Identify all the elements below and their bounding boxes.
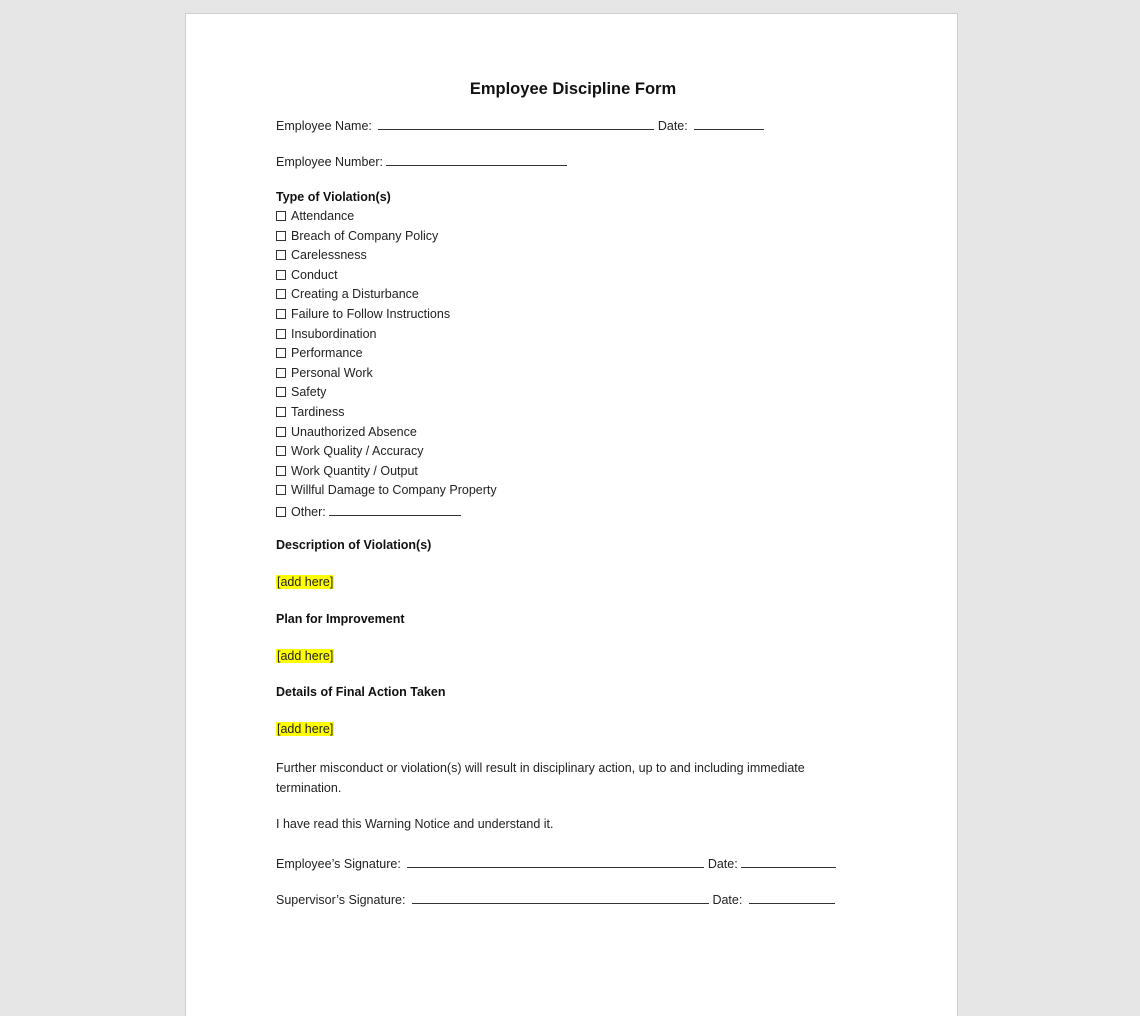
employee-name-label: Employee Name: xyxy=(276,119,372,133)
employee-number-row xyxy=(276,153,567,169)
acknowledgement-paragraph: I have read this Warning Notice and understand it. xyxy=(276,817,554,831)
checkbox[interactable] xyxy=(276,485,286,495)
checkbox[interactable] xyxy=(276,289,286,299)
employee-number-field[interactable] xyxy=(386,153,567,166)
description-placeholder[interactable] xyxy=(276,575,334,589)
violation-option[interactable] xyxy=(276,385,326,400)
plan-placeholder[interactable] xyxy=(276,649,334,663)
supervisor-signature-label: Supervisor’s Signature: xyxy=(276,893,406,907)
checkbox[interactable] xyxy=(276,466,286,476)
violation-option[interactable] xyxy=(276,444,423,459)
employee-name-row xyxy=(276,117,764,133)
violation-option[interactable] xyxy=(276,366,373,381)
violation-option-label: Work Quantity / Output xyxy=(291,463,418,478)
violation-option-label: Conduct xyxy=(291,267,338,282)
employee-signature-label: Employee’s Signature: xyxy=(276,857,401,871)
violation-option-label: Personal Work xyxy=(291,365,373,380)
checkbox[interactable] xyxy=(276,250,286,260)
violation-option-label: Failure to Follow Instructions xyxy=(291,307,451,321)
violation-option[interactable] xyxy=(276,483,497,498)
supervisor-signature-row xyxy=(276,891,835,907)
violation-option-label: Creating a Disturbance xyxy=(291,287,419,302)
violation-option[interactable] xyxy=(276,268,338,283)
violation-option-label: Breach of Company Policy xyxy=(291,228,439,243)
supervisor-signature-field[interactable] xyxy=(412,891,709,904)
violation-option-label: Tardiness xyxy=(291,405,345,419)
violation-option-label: Carelessness xyxy=(291,248,367,263)
checkbox[interactable] xyxy=(276,368,286,378)
document-page xyxy=(185,13,958,1016)
employee-signature-row xyxy=(276,855,836,871)
violation-option[interactable] xyxy=(276,346,363,361)
employee-signature-date-field[interactable] xyxy=(741,855,836,868)
employee-signature-date-label: Date: xyxy=(707,857,738,871)
warning-paragraph: Further misconduct or violation(s) will result in disciplinary action, up to and including immediate termination. xyxy=(276,761,805,795)
violation-option[interactable] xyxy=(276,307,450,322)
employee-signature-field[interactable] xyxy=(407,855,704,868)
checkbox[interactable] xyxy=(276,211,286,221)
supervisor-signature-date-field[interactable] xyxy=(749,891,835,904)
violation-option[interactable] xyxy=(276,287,419,302)
description-heading: Description of Violation(s) xyxy=(276,538,432,552)
violation-option-label: Attendance xyxy=(291,209,355,223)
final-action-placeholder[interactable] xyxy=(276,722,334,736)
final-action-heading: Details of Final Action Taken xyxy=(276,685,446,699)
plan-heading: Plan for Improvement xyxy=(276,612,405,626)
checkbox[interactable] xyxy=(276,309,286,319)
violation-option-label: Work Quality / Accuracy xyxy=(291,444,424,459)
checkbox[interactable] xyxy=(276,329,286,339)
date-label: Date: xyxy=(657,119,688,133)
violation-option[interactable] xyxy=(276,327,376,342)
checkbox[interactable] xyxy=(276,348,286,358)
checkbox[interactable] xyxy=(276,231,286,241)
violation-option[interactable] xyxy=(276,405,345,420)
date-field[interactable] xyxy=(694,117,764,130)
employee-number-label: Employee Number: xyxy=(276,155,383,169)
checkbox[interactable] xyxy=(276,270,286,280)
plan-placeholder-text: [add here] xyxy=(277,649,334,663)
violation-option[interactable] xyxy=(276,503,461,520)
violation-option[interactable] xyxy=(276,464,418,479)
checkbox[interactable] xyxy=(276,507,286,517)
checkbox[interactable] xyxy=(276,427,286,437)
checkbox[interactable] xyxy=(276,387,286,397)
violation-option-label: Insubordination xyxy=(291,326,377,341)
violation-types-heading: Type of Violation(s) xyxy=(276,190,391,204)
violation-option-label: Willful Damage to Company Property xyxy=(291,483,497,498)
description-placeholder-text: [add here] xyxy=(277,575,334,589)
violation-option-label: Safety xyxy=(291,385,327,400)
supervisor-signature-date-label: Date: xyxy=(712,893,743,907)
violation-option[interactable] xyxy=(276,229,438,244)
violation-option[interactable] xyxy=(276,209,354,224)
violation-option-label: Other: xyxy=(291,505,326,519)
violation-option-label: Unauthorized Absence xyxy=(291,424,417,439)
violation-option[interactable] xyxy=(276,425,417,440)
violation-option[interactable] xyxy=(276,248,367,263)
other-violation-field[interactable] xyxy=(329,503,461,516)
employee-name-field[interactable] xyxy=(378,117,654,130)
checkbox[interactable] xyxy=(276,446,286,456)
checkbox[interactable] xyxy=(276,407,286,417)
final-action-placeholder-text: [add here] xyxy=(277,722,334,736)
violation-option-label: Performance xyxy=(291,346,363,361)
form-title: Employee Discipline Form xyxy=(469,80,677,98)
